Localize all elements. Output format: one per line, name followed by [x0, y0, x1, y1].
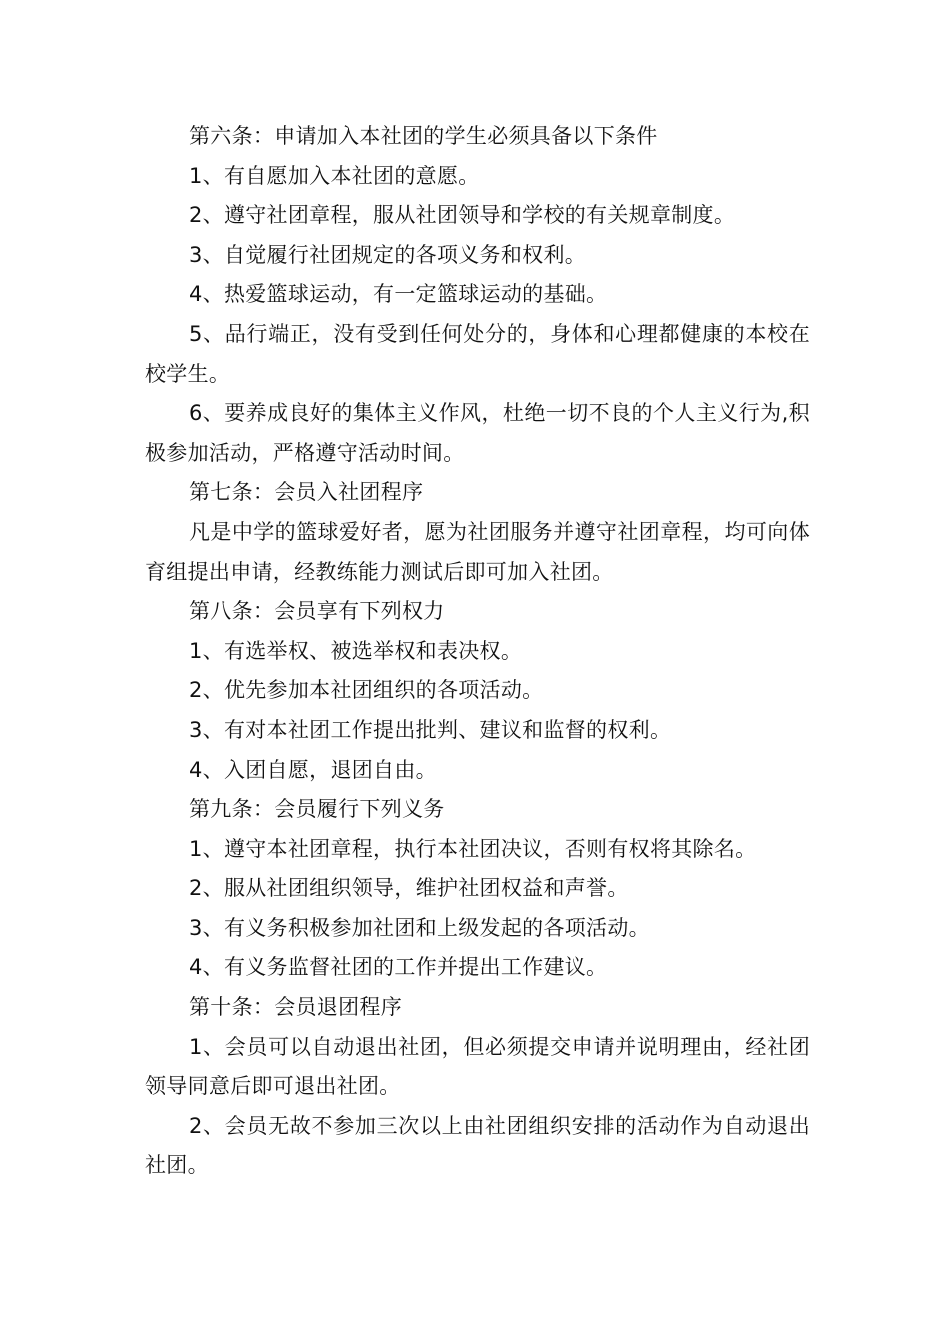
article-7-heading: 第七条：会员入社团程序 — [189, 480, 424, 505]
article-9-item-1: 1、遵守本社团章程，执行本社团决议，否则有权将其除名。 — [189, 836, 757, 861]
document-body — [145, 117, 810, 1186]
article-6-item-1: 1、有自愿加入本社团的意愿。 — [189, 163, 480, 188]
article-6-item-2: 2、遵守社团章程，服从社团领导和学校的有关规章制度。 — [189, 203, 736, 228]
article-8-item-2: 2、优先参加本社团组织的各项活动。 — [189, 678, 544, 703]
article-6-item-3: 3、自觉履行社团规定的各项义务和权利。 — [189, 242, 587, 267]
article-6-item-6: 6、要养成良好的集体主义作风，杜绝一切不良的个人主义行为,积极参加活动，严格遵守活动时间。 — [145, 401, 810, 465]
article-6-heading: 第六条：申请加入本社团的学生必须具备以下条件 — [189, 124, 658, 148]
article-10-item-1: 1、会员可以自动退出社团，但必须提交申请并说明理由，经社团领导同意后即可退出社团。 — [145, 1034, 810, 1099]
article-8-item-4: 4、入团自愿，退团自由。 — [189, 757, 437, 782]
article-10-item-2: 2、会员无故不参加三次以上由社团组织安排的活动作为自动退出社团。 — [145, 1113, 810, 1178]
article-9-item-3: 3、有义务积极参加社团和上级发起的各项活动。 — [189, 915, 650, 940]
article-8-item-1: 1、有选举权、被选举权和表决权。 — [189, 638, 523, 663]
article-6-item-4: 4、热爱篮球运动，有一定篮球运动的基础。 — [189, 282, 608, 307]
article-9-item-4: 4、有义务监督社团的工作并提出工作建议。 — [189, 955, 608, 980]
article-8-heading: 第八条：会员享有下列权力 — [189, 599, 445, 624]
article-7-body: 凡是中学的篮球爱好者，愿为社团服务并遵守社团章程，均可向体育组提出申请，经教练能力测试后即可加入社团。 — [145, 519, 810, 584]
article-8-item-3: 3、有对本社团工作提出批判、建议和监督的权利。 — [189, 717, 672, 742]
article-10-heading: 第十条：会员退团程序 — [189, 995, 402, 1020]
article-6-item-5: 5、品行端正，没有受到任何处分的，身体和心理都健康的本校在校学生。 — [145, 321, 810, 386]
article-9-item-2: 2、服从社团组织领导，维护社团权益和声誉。 — [189, 876, 629, 901]
article-9-heading: 第九条：会员履行下列义务 — [189, 797, 445, 822]
